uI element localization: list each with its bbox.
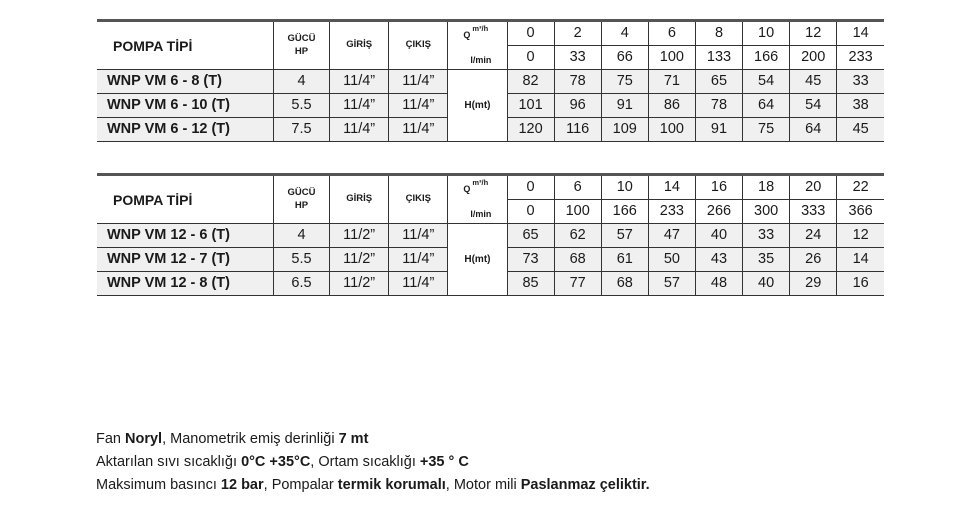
head-value: 116 bbox=[554, 118, 601, 142]
head-value: 26 bbox=[790, 248, 837, 272]
hp-value: 6.5 bbox=[273, 272, 329, 296]
hp-label: HP bbox=[294, 199, 309, 211]
head-value: 43 bbox=[695, 248, 742, 272]
hp-label: HP bbox=[294, 45, 309, 57]
head-value: 78 bbox=[554, 70, 601, 94]
head-value: 14 bbox=[837, 248, 884, 272]
flow-header bbox=[448, 21, 507, 70]
pump-table-vm6 bbox=[97, 19, 884, 142]
hp-value: 4 bbox=[273, 224, 329, 248]
head-value: 50 bbox=[648, 248, 695, 272]
outlet-header: ÇIKIŞ bbox=[389, 175, 448, 224]
flow-lmin-cell: 200 bbox=[790, 46, 837, 70]
outlet-size: 11/4” bbox=[389, 272, 448, 296]
lmin-label: l/min bbox=[470, 209, 492, 219]
flow-m3h-cell: 20 bbox=[790, 175, 837, 200]
head-value: 33 bbox=[837, 70, 884, 94]
head-value: 38 bbox=[837, 94, 884, 118]
model-name: WNP VM 12 - 6 (T) bbox=[97, 224, 273, 248]
flow-lmin-cell: 66 bbox=[601, 46, 648, 70]
flow-lmin-cell: 133 bbox=[695, 46, 742, 70]
head-value: 54 bbox=[743, 70, 790, 94]
head-value: 82 bbox=[507, 70, 554, 94]
flow-m3h-cell: 0 bbox=[507, 21, 554, 46]
flow-m3h-cell: 16 bbox=[695, 175, 742, 200]
head-value: 12 bbox=[837, 224, 884, 248]
head-value: 100 bbox=[648, 118, 695, 142]
q-unit: m³/h bbox=[472, 178, 489, 187]
head-value: 68 bbox=[554, 248, 601, 272]
flow-lmin-cell: 233 bbox=[648, 200, 695, 224]
flow-m3h-cell: 2 bbox=[554, 21, 601, 46]
flow-lmin-cell: 300 bbox=[743, 200, 790, 224]
outlet-size: 11/4” bbox=[389, 248, 448, 272]
head-value: 62 bbox=[554, 224, 601, 248]
flow-lmin-cell: 33 bbox=[554, 46, 601, 70]
head-value: 73 bbox=[507, 248, 554, 272]
note-text: , Manometrik emiş derinliği bbox=[162, 431, 339, 447]
head-value: 54 bbox=[790, 94, 837, 118]
head-value: 48 bbox=[695, 272, 742, 296]
hp-value: 7.5 bbox=[273, 118, 329, 142]
q-unit: m³/h bbox=[472, 24, 489, 33]
outlet-size: 11/4” bbox=[389, 70, 448, 94]
head-value: 24 bbox=[790, 224, 837, 248]
outlet-header: ÇIKIŞ bbox=[389, 21, 448, 70]
pump-table-vm12 bbox=[97, 173, 884, 296]
flow-m3h-cell: 10 bbox=[743, 21, 790, 46]
note-line-3 bbox=[96, 474, 650, 497]
head-value: 57 bbox=[648, 272, 695, 296]
q-label: Q bbox=[463, 184, 471, 194]
inlet-size: 11/2” bbox=[330, 272, 389, 296]
head-label: H(mt) bbox=[448, 224, 507, 296]
head-value: 45 bbox=[837, 118, 884, 142]
note-line-2 bbox=[96, 451, 650, 474]
head-value: 109 bbox=[601, 118, 648, 142]
model-name: WNP VM 6 - 12 (T) bbox=[97, 118, 273, 142]
note-text: Maksimum basıncı bbox=[96, 477, 221, 493]
note-text: , Pompalar bbox=[263, 477, 338, 493]
head-value: 75 bbox=[743, 118, 790, 142]
head-value: 16 bbox=[837, 272, 884, 296]
model-name: WNP VM 12 - 8 (T) bbox=[97, 272, 273, 296]
outlet-size: 11/4” bbox=[389, 118, 448, 142]
note-line-1 bbox=[96, 428, 650, 451]
head-value: 45 bbox=[790, 70, 837, 94]
head-value: 57 bbox=[601, 224, 648, 248]
note-text: , Motor mili bbox=[445, 477, 521, 493]
outlet-size: 11/4” bbox=[389, 94, 448, 118]
head-value: 78 bbox=[695, 94, 742, 118]
flow-m3h-cell: 14 bbox=[837, 21, 884, 46]
head-value: 40 bbox=[743, 272, 790, 296]
head-value: 91 bbox=[601, 94, 648, 118]
inlet-size: 11/2” bbox=[330, 248, 389, 272]
pump-type-header: POMPA TİPİ bbox=[97, 175, 273, 224]
spec-notes bbox=[96, 428, 650, 497]
model-name: WNP VM 6 - 10 (T) bbox=[97, 94, 273, 118]
note-bold: +35 ° C bbox=[419, 454, 469, 470]
note-text: Aktarılan sıvı sıcaklığı bbox=[96, 454, 242, 470]
flow-m3h-cell: 0 bbox=[507, 175, 554, 200]
power-label: GÜCÜ bbox=[287, 186, 316, 198]
head-value: 65 bbox=[507, 224, 554, 248]
model-name: WNP VM 6 - 8 (T) bbox=[97, 70, 273, 94]
head-value: 47 bbox=[648, 224, 695, 248]
head-value: 33 bbox=[743, 224, 790, 248]
note-bold: 12 bar bbox=[220, 477, 264, 493]
flow-m3h-cell: 10 bbox=[601, 175, 648, 200]
flow-m3h-cell: 14 bbox=[648, 175, 695, 200]
note-bold: 0°C +35°C bbox=[241, 454, 311, 470]
flow-lmin-cell: 0 bbox=[507, 200, 554, 224]
note-text: , Ortam sıcaklığı bbox=[310, 454, 420, 470]
note-bold: 7 mt bbox=[338, 431, 369, 447]
head-value: 64 bbox=[743, 94, 790, 118]
head-value: 75 bbox=[601, 70, 648, 94]
flow-m3h-cell: 6 bbox=[554, 175, 601, 200]
hp-value: 5.5 bbox=[273, 94, 329, 118]
power-header bbox=[273, 21, 329, 70]
head-value: 96 bbox=[554, 94, 601, 118]
inlet-header: GİRİŞ bbox=[330, 175, 389, 224]
power-header bbox=[273, 175, 329, 224]
head-value: 85 bbox=[507, 272, 554, 296]
flow-lmin-cell: 266 bbox=[695, 200, 742, 224]
head-value: 101 bbox=[507, 94, 554, 118]
outlet-size: 11/4” bbox=[389, 224, 448, 248]
power-label: GÜCÜ bbox=[287, 32, 316, 44]
flow-lmin-cell: 100 bbox=[554, 200, 601, 224]
head-value: 68 bbox=[601, 272, 648, 296]
note-bold: termik korumalı bbox=[337, 477, 446, 493]
head-value: 77 bbox=[554, 272, 601, 296]
note-bold: Paslanmaz çeliktir. bbox=[520, 477, 650, 493]
flow-m3h-cell: 12 bbox=[790, 21, 837, 46]
hp-value: 5.5 bbox=[273, 248, 329, 272]
flow-m3h-cell: 8 bbox=[695, 21, 742, 46]
flow-lmin-cell: 166 bbox=[743, 46, 790, 70]
head-value: 61 bbox=[601, 248, 648, 272]
inlet-size: 11/4” bbox=[330, 118, 389, 142]
inlet-size: 11/2” bbox=[330, 224, 389, 248]
flow-lmin-cell: 166 bbox=[601, 200, 648, 224]
inlet-size: 11/4” bbox=[330, 70, 389, 94]
head-value: 64 bbox=[790, 118, 837, 142]
flow-m3h-cell: 4 bbox=[601, 21, 648, 46]
note-bold: Noryl bbox=[125, 431, 163, 447]
head-value: 65 bbox=[695, 70, 742, 94]
head-value: 35 bbox=[743, 248, 790, 272]
pump-type-header: POMPA TİPİ bbox=[97, 21, 273, 70]
inlet-header: GİRİŞ bbox=[330, 21, 389, 70]
inlet-size: 11/4” bbox=[330, 94, 389, 118]
flow-m3h-cell: 6 bbox=[648, 21, 695, 46]
model-name: WNP VM 12 - 7 (T) bbox=[97, 248, 273, 272]
head-value: 86 bbox=[648, 94, 695, 118]
flow-lmin-cell: 333 bbox=[790, 200, 837, 224]
flow-lmin-cell: 100 bbox=[648, 46, 695, 70]
head-value: 71 bbox=[648, 70, 695, 94]
flow-m3h-cell: 22 bbox=[837, 175, 884, 200]
q-label: Q bbox=[463, 30, 471, 40]
flow-lmin-cell: 0 bbox=[507, 46, 554, 70]
head-value: 91 bbox=[695, 118, 742, 142]
flow-m3h-cell: 18 bbox=[743, 175, 790, 200]
head-value: 40 bbox=[695, 224, 742, 248]
head-label: H(mt) bbox=[448, 70, 507, 142]
flow-lmin-cell: 366 bbox=[837, 200, 884, 224]
flow-header bbox=[448, 175, 507, 224]
flow-lmin-cell: 233 bbox=[837, 46, 884, 70]
hp-value: 4 bbox=[273, 70, 329, 94]
lmin-label: l/min bbox=[470, 55, 492, 65]
head-value: 120 bbox=[507, 118, 554, 142]
note-text: Fan bbox=[96, 431, 126, 447]
head-value: 29 bbox=[790, 272, 837, 296]
